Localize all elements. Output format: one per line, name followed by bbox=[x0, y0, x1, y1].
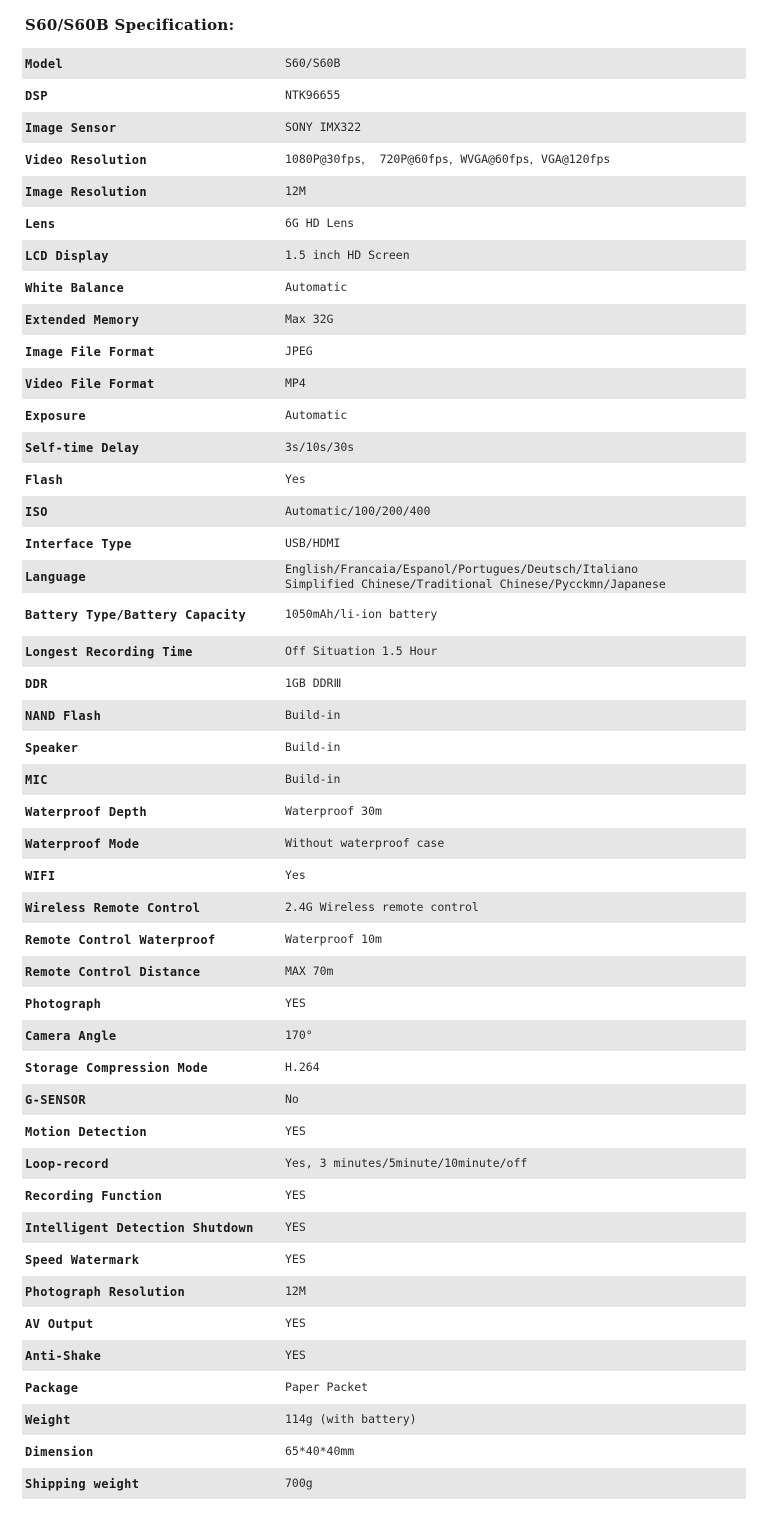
table-row bbox=[22, 668, 746, 700]
spec-label: Dimension bbox=[25, 1444, 94, 1459]
spec-value: 114g (with battery) bbox=[285, 1412, 417, 1426]
spec-value: YES bbox=[285, 1188, 306, 1202]
spec-label: LCD Display bbox=[25, 248, 109, 263]
table-row bbox=[22, 988, 746, 1020]
spec-value: H.264 bbox=[285, 1060, 320, 1074]
spec-label: Image Resolution bbox=[25, 184, 147, 199]
table-row bbox=[22, 208, 746, 240]
spec-label: Battery Type/Battery Capacity bbox=[25, 607, 247, 622]
spec-label: Weight bbox=[25, 1412, 71, 1427]
spec-value: Waterproof 10m bbox=[285, 932, 382, 946]
spec-value: YES bbox=[285, 1220, 306, 1234]
spec-value: Off Situation 1.5 Hour bbox=[285, 644, 438, 658]
table-row bbox=[22, 924, 746, 956]
spec-value: Build-in bbox=[285, 740, 341, 754]
table-row bbox=[22, 112, 746, 144]
table-row bbox=[22, 368, 746, 400]
spec-value-line: Simplified Chinese/Traditional Chinese/Pycckmn/Japanese bbox=[285, 576, 666, 591]
spec-label: Image Sensor bbox=[25, 120, 117, 135]
spec-label: Interface Type bbox=[25, 536, 132, 551]
table-row bbox=[22, 1212, 746, 1244]
spec-value: 65*40*40mm bbox=[285, 1444, 355, 1458]
table-row bbox=[22, 732, 746, 764]
table-row bbox=[22, 304, 746, 336]
spec-value: 6G HD Lens bbox=[285, 216, 355, 230]
table-row bbox=[22, 1436, 746, 1468]
spec-label: Remote Control Distance bbox=[25, 964, 201, 979]
table-row bbox=[22, 1468, 746, 1500]
spec-value: SONY IMX322 bbox=[285, 120, 362, 134]
spec-label: Recording Function bbox=[25, 1188, 163, 1203]
table-row bbox=[22, 400, 746, 432]
table-row bbox=[22, 1276, 746, 1308]
spec-label: Model bbox=[25, 56, 64, 71]
spec-label: Remote Control Waterproof bbox=[25, 932, 216, 947]
spec-value: MAX 70m bbox=[285, 964, 334, 978]
spec-value: Without waterproof case bbox=[285, 836, 445, 850]
spec-label: Flash bbox=[25, 472, 64, 487]
spec-value: YES bbox=[285, 1348, 306, 1362]
table-row bbox=[22, 860, 746, 892]
spec-label: DSP bbox=[25, 88, 48, 103]
spec-value: YES bbox=[285, 1252, 306, 1266]
table-row bbox=[22, 240, 746, 272]
spec-value: YES bbox=[285, 1124, 306, 1138]
spec-label: ISO bbox=[25, 504, 48, 519]
spec-value: S60/S60B bbox=[285, 56, 341, 70]
table-row bbox=[22, 636, 746, 668]
spec-value bbox=[285, 562, 746, 592]
spec-value: Max 32G bbox=[285, 312, 334, 326]
spec-label: WIFI bbox=[25, 868, 56, 883]
table-row bbox=[22, 1116, 746, 1148]
table-row bbox=[22, 80, 746, 112]
spec-value: 2.4G Wireless remote control bbox=[285, 900, 479, 914]
spec-value: Build-in bbox=[285, 772, 341, 786]
table-row bbox=[22, 1404, 746, 1436]
spec-value: Build-in bbox=[285, 708, 341, 722]
spec-value-line: English/Francaia/Espanol/Portugues/Deutsch/Italiano bbox=[285, 561, 639, 576]
spec-label: AV Output bbox=[25, 1316, 94, 1331]
spec-value: 1GB DDRⅢ bbox=[285, 676, 342, 690]
spec-value: NTK96655 bbox=[285, 88, 341, 102]
table-row bbox=[22, 1308, 746, 1340]
spec-value: No bbox=[285, 1092, 299, 1106]
table-row bbox=[22, 1372, 746, 1404]
spec-value: YES bbox=[285, 996, 306, 1010]
table-row bbox=[22, 496, 746, 528]
spec-label: Lens bbox=[25, 216, 56, 231]
spec-value: 1.5 inch HD Screen bbox=[285, 248, 410, 262]
table-row bbox=[22, 336, 746, 368]
table-row bbox=[22, 1340, 746, 1372]
spec-label: Wireless Remote Control bbox=[25, 900, 201, 915]
spec-label: Video Resolution bbox=[25, 152, 147, 167]
spec-label: Waterproof Depth bbox=[25, 804, 147, 819]
table-row bbox=[22, 594, 746, 636]
spec-value: USB/HDMI bbox=[285, 536, 341, 550]
spec-label: Shipping weight bbox=[25, 1476, 140, 1491]
spec-label: Photograph bbox=[25, 996, 102, 1011]
table-row bbox=[22, 1180, 746, 1212]
spec-label: Anti-Shake bbox=[25, 1348, 102, 1363]
table-row bbox=[22, 272, 746, 304]
spec-value: Automatic bbox=[285, 408, 348, 422]
spec-label: Intelligent Detection Shutdown bbox=[25, 1220, 254, 1235]
spec-value: 1080P@30fps， 720P@60fps，WVGA@60fps，VGA@120fps bbox=[285, 152, 611, 166]
spec-label: Loop-record bbox=[25, 1156, 109, 1171]
spec-label: Self-time Delay bbox=[25, 440, 140, 455]
table-row bbox=[22, 956, 746, 988]
spec-label: Motion Detection bbox=[25, 1124, 147, 1139]
spec-label: Photograph Resolution bbox=[25, 1284, 186, 1299]
spec-label: Waterproof Mode bbox=[25, 836, 140, 851]
spec-label: Extended Memory bbox=[25, 312, 140, 327]
table-row bbox=[22, 1148, 746, 1180]
spec-label: DDR bbox=[25, 676, 48, 691]
table-row bbox=[22, 1052, 746, 1084]
spec-value: 12M bbox=[285, 1284, 306, 1298]
table-row bbox=[22, 1020, 746, 1052]
spec-value: 170° bbox=[285, 1028, 313, 1042]
table-row bbox=[22, 892, 746, 924]
page-title: S60/S60B Specification: bbox=[25, 16, 235, 34]
spec-value: Yes bbox=[285, 868, 306, 882]
table-row bbox=[22, 528, 746, 560]
spec-label: Speaker bbox=[25, 740, 79, 755]
spec-value: 1050mAh/li-ion battery bbox=[285, 607, 438, 621]
spec-value: JPEG bbox=[285, 344, 313, 358]
spec-label: Longest Recording Time bbox=[25, 644, 193, 659]
spec-label: Exposure bbox=[25, 408, 86, 423]
spec-value: 3s/10s/30s bbox=[285, 440, 355, 454]
spec-value: MP4 bbox=[285, 376, 306, 390]
table-row bbox=[22, 796, 746, 828]
spec-value: Automatic bbox=[285, 280, 348, 294]
spec-label: Language bbox=[25, 569, 86, 584]
table-row bbox=[22, 560, 746, 594]
table-row bbox=[22, 432, 746, 464]
spec-value: 700g bbox=[285, 1476, 313, 1490]
spec-value: 12M bbox=[285, 184, 306, 198]
table-row bbox=[22, 700, 746, 732]
spec-label: MIC bbox=[25, 772, 48, 787]
spec-label: Storage Compression Mode bbox=[25, 1060, 208, 1075]
spec-table bbox=[22, 48, 746, 1500]
spec-label: White Balance bbox=[25, 280, 125, 295]
spec-value: Paper Packet bbox=[285, 1380, 369, 1394]
table-row bbox=[22, 1244, 746, 1276]
spec-value: Yes, 3 minutes/5minute/10minute/off bbox=[285, 1156, 528, 1170]
spec-label: Package bbox=[25, 1380, 79, 1395]
spec-label: Video File Format bbox=[25, 376, 155, 391]
table-row bbox=[22, 1084, 746, 1116]
spec-label: Image File Format bbox=[25, 344, 155, 359]
table-row bbox=[22, 464, 746, 496]
spec-label: Camera Angle bbox=[25, 1028, 117, 1043]
spec-label: G-SENSOR bbox=[25, 1092, 86, 1107]
spec-label: Speed Watermark bbox=[25, 1252, 140, 1267]
table-row bbox=[22, 144, 746, 176]
table-row bbox=[22, 48, 746, 80]
table-row bbox=[22, 828, 746, 860]
spec-value: Waterproof 30m bbox=[285, 804, 382, 818]
spec-value: YES bbox=[285, 1316, 306, 1330]
table-row bbox=[22, 764, 746, 796]
spec-label: NAND Flash bbox=[25, 708, 102, 723]
table-row bbox=[22, 176, 746, 208]
spec-value: Automatic/100/200/400 bbox=[285, 504, 431, 518]
spec-value: Yes bbox=[285, 472, 306, 486]
